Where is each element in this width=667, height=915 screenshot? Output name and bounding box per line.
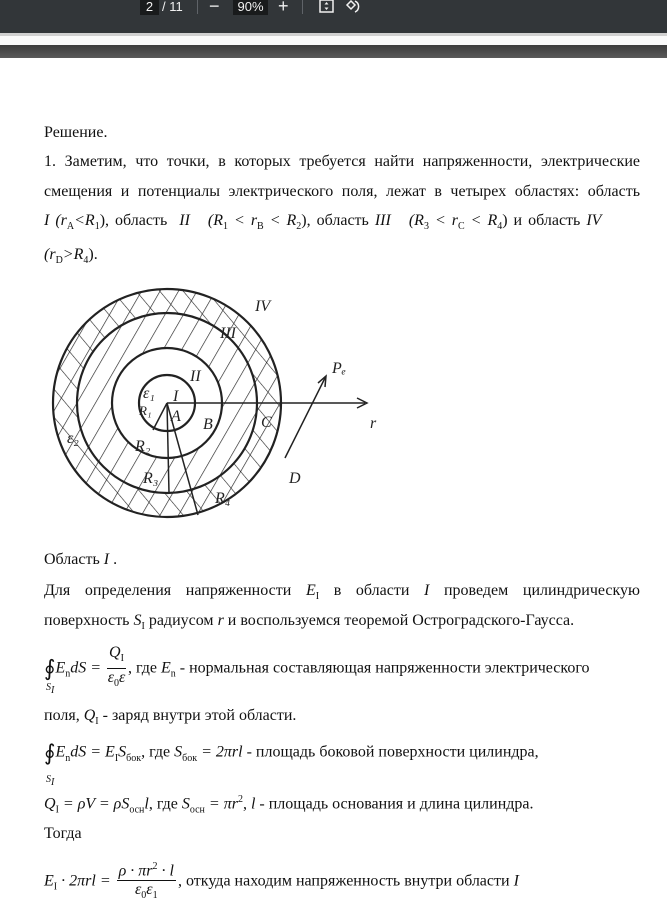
paragraph-line: Тогда [44, 825, 82, 842]
page-total: / 11 [162, 0, 183, 14]
label-d: D [289, 470, 301, 487]
previous-page-bottom [0, 36, 667, 45]
paragraph-line: смещения и потенциалы электрического поля, лежат в четырех областях: область [44, 183, 640, 200]
paragraph-line: I $(r_A<R_1)$, область II $(R_1 < r_B < R_2)$, область III $(R_3 < r_C < R_4)$ и область IV [44, 212, 602, 233]
label-region-iv: IV [255, 298, 271, 315]
label-point-c: C [261, 414, 272, 431]
label-r-axis: r [370, 415, 377, 432]
fit-page-icon[interactable] [319, 0, 334, 15]
label-epsilon-1: ε₁ [143, 385, 155, 402]
label-epsilon-2: ε₂ [67, 430, 79, 447]
label-r4: R₄ [215, 490, 231, 507]
divider [302, 0, 303, 14]
divider [197, 0, 198, 14]
zoom-level-input[interactable]: 90% [233, 0, 268, 15]
label-pe: Pₑ [332, 360, 346, 377]
label-r3: R₃ [143, 470, 159, 487]
paragraph-line: $(r_D>R_4)$. [44, 246, 98, 267]
cylinder-diagram [35, 283, 395, 541]
label-region-i: I [173, 388, 179, 405]
paragraph-line: 1. Заметим, что точки, в которых требуется найти напряженности, электрические [44, 153, 640, 170]
formula-field: $E_I \cdot 2\pi rl$ = $\frac{\rho \cdot \pi r^2 \cdot l}{\varepsilon_0\varepsilon_1}$ , откуда находим напряженность внутри области I [44, 858, 519, 906]
formula-flux: $∮E_ndS = E_IS_{бок}$, где $S_{бок} = 2\pi rl$ - площадь боковой поверхности цилиндра, $S_I$ [44, 740, 539, 788]
zoom-in-button[interactable]: + [278, 0, 289, 16]
page-number-input[interactable]: 2 [140, 0, 159, 15]
region-title: Область I . [44, 551, 118, 568]
label-r1: R₁ [139, 403, 152, 418]
page-gap [0, 45, 667, 58]
paragraph-line: поля, $Q_I$ - заряд внутри этой области. [44, 707, 297, 728]
rotate-icon[interactable] [345, 0, 363, 15]
formula-gauss: $∮E_ndS$ = $\frac{Q_I}{\varepsilon_0\varepsilon}$ , где $E_n$ - нормальная составляющая напряженности электрического $S_I$ [44, 644, 590, 696]
label-region-ii: II [190, 368, 201, 385]
paragraph-line: Для определения напряженности $E_I$ в области I проведем цилиндрическую [44, 582, 640, 603]
label-point-a: A [171, 408, 181, 425]
label-point-b: B [203, 416, 213, 433]
label-r2: R₂ [135, 438, 151, 455]
zoom-out-button[interactable]: − [209, 0, 220, 16]
paragraph-line: поверхность $S_I$ радиусом r и воспользуемся теоремой Остроградского-Гаусса. [44, 612, 575, 633]
heading: Решение. [44, 124, 108, 141]
label-region-iii: III [220, 325, 236, 342]
formula-charge: $Q_I = \rho V = \rho S_{осн}l$, где $S_{осн} = \pi r^2$, l - площадь основания и длина цилиндра. [44, 794, 534, 816]
